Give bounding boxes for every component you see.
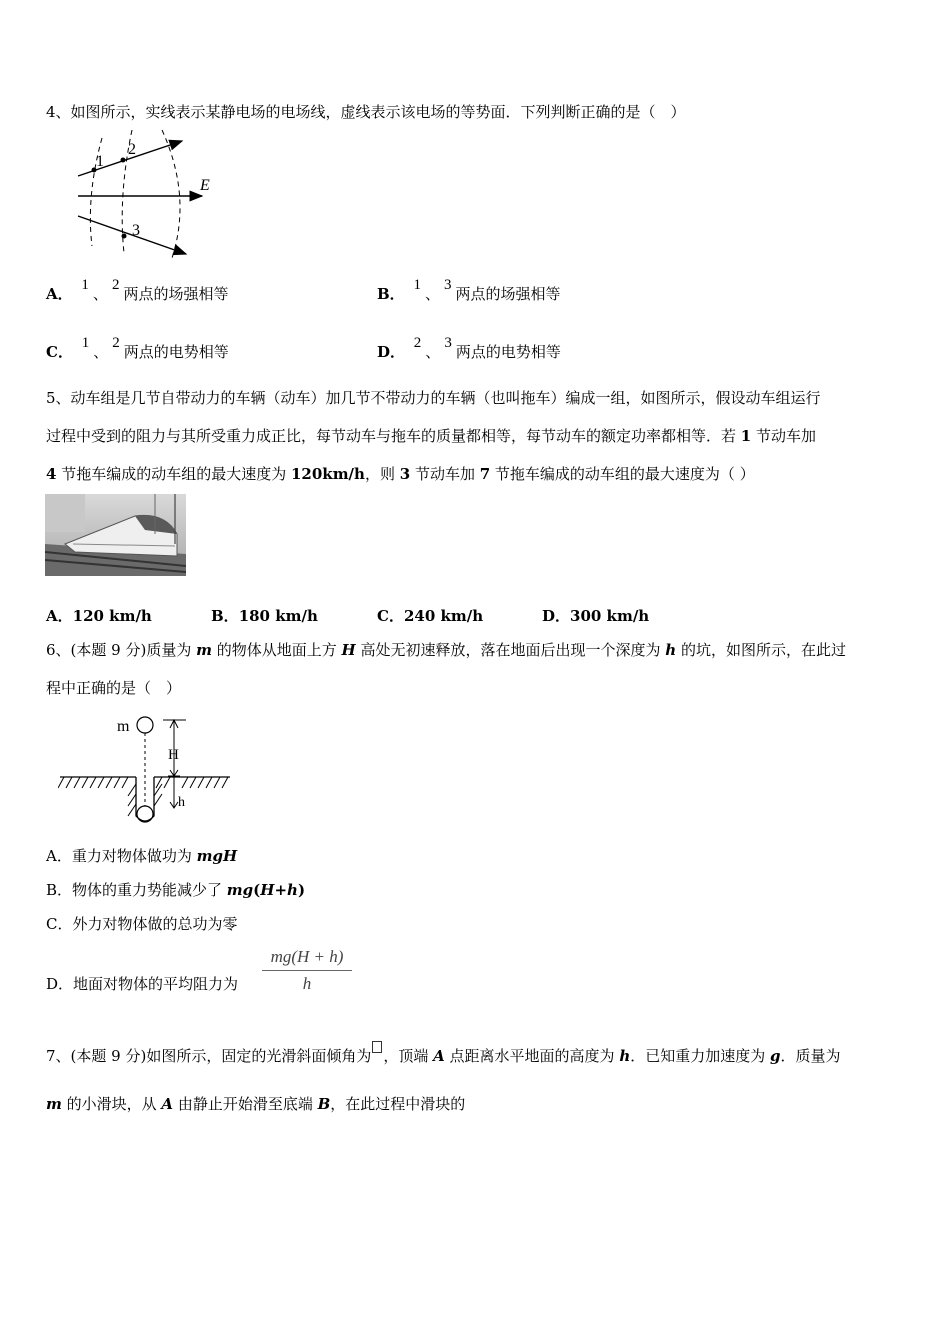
q4-option-c[interactable]: C． 1 、 2 两点的电势相等: [46, 335, 229, 361]
q4-option-d[interactable]: D． 2 、 3 两点的电势相等: [377, 335, 561, 361]
q6-label-m: m: [117, 718, 130, 735]
q5-line3: 4 节拖车编成的动车组的最大速度为 120km/h，则 3 节动车加 7 节拖车编成的动车组的最大速度为（ ）: [46, 465, 755, 483]
q4-stem: 4、如图所示，实线表示某静电场的电场线，虚线表示该电场的等势面．下列判断正确的是（ ）: [46, 103, 686, 121]
q7-line2: m 的小滑块，从 A 由静止开始滑至底端 B，在此过程中滑块的: [46, 1095, 466, 1113]
q5-option-d[interactable]: D．300 km/h: [542, 607, 650, 625]
q4-option-b[interactable]: B． 1 、 3 两点的场强相等: [377, 277, 561, 303]
q7-line1: 7、(本题 9 分)如图所示，固定的光滑斜面倾角为 ，顶端 A 点距离水平地面的高度为 h．已知重力加速度为 g．质量为: [46, 1046, 841, 1066]
q5-option-b[interactable]: B．180 km/h: [211, 607, 318, 625]
q4-point-1: 1: [96, 153, 104, 170]
q6-option-d[interactable]: D．地面对物体的平均阻力为: [46, 975, 239, 993]
q6-label-h: h: [178, 795, 185, 810]
q6-label-H: H: [168, 747, 179, 763]
q5-option-c[interactable]: C．240 km/h: [377, 607, 484, 625]
q6-option-c[interactable]: C．外力对物体做的总功为零: [46, 915, 238, 933]
q5-option-a[interactable]: A．120 km/h: [46, 607, 152, 625]
q6-line2: 程中正确的是（ ）: [46, 679, 182, 697]
q5-line1: 5、动车组是几节自带动力的车辆（动车）加几节不带动力的车辆（也叫拖车）编成一组，如图所示，假设动车组运行: [46, 389, 821, 407]
q4-option-a[interactable]: A． 1 、 2 两点的场强相等: [46, 277, 229, 303]
q4-point-2: 2: [128, 141, 136, 158]
q5-train-photo: [45, 494, 186, 576]
q6-option-d-fraction: $\frac{mg(H + h)}{h}$: [262, 944, 352, 997]
q7-angle-symbol: [372, 1041, 382, 1053]
q6-option-b[interactable]: B．物体的重力势能减少了 mg(H+h): [46, 881, 306, 899]
q4-field-diagram: [74, 128, 224, 263]
q4-point-3: 3: [132, 222, 140, 239]
q6-option-a[interactable]: A．重力对物体做功为 mgH: [46, 847, 238, 865]
q4-field-label: E: [200, 177, 210, 194]
q6-line1: 6、(本题 9 分)质量为 m 的物体从地面上方 H 高处无初速释放，落在地面后出现一个深度为 h 的坑，如图所示，在此过: [46, 641, 846, 659]
q5-line2: 过程中受到的阻力与其所受重力成正比，每节动车与拖车的质量都相等，每节动车的额定功率都相等．若 1 节动车加: [46, 427, 816, 445]
q6-pit-diagram: [58, 712, 233, 827]
